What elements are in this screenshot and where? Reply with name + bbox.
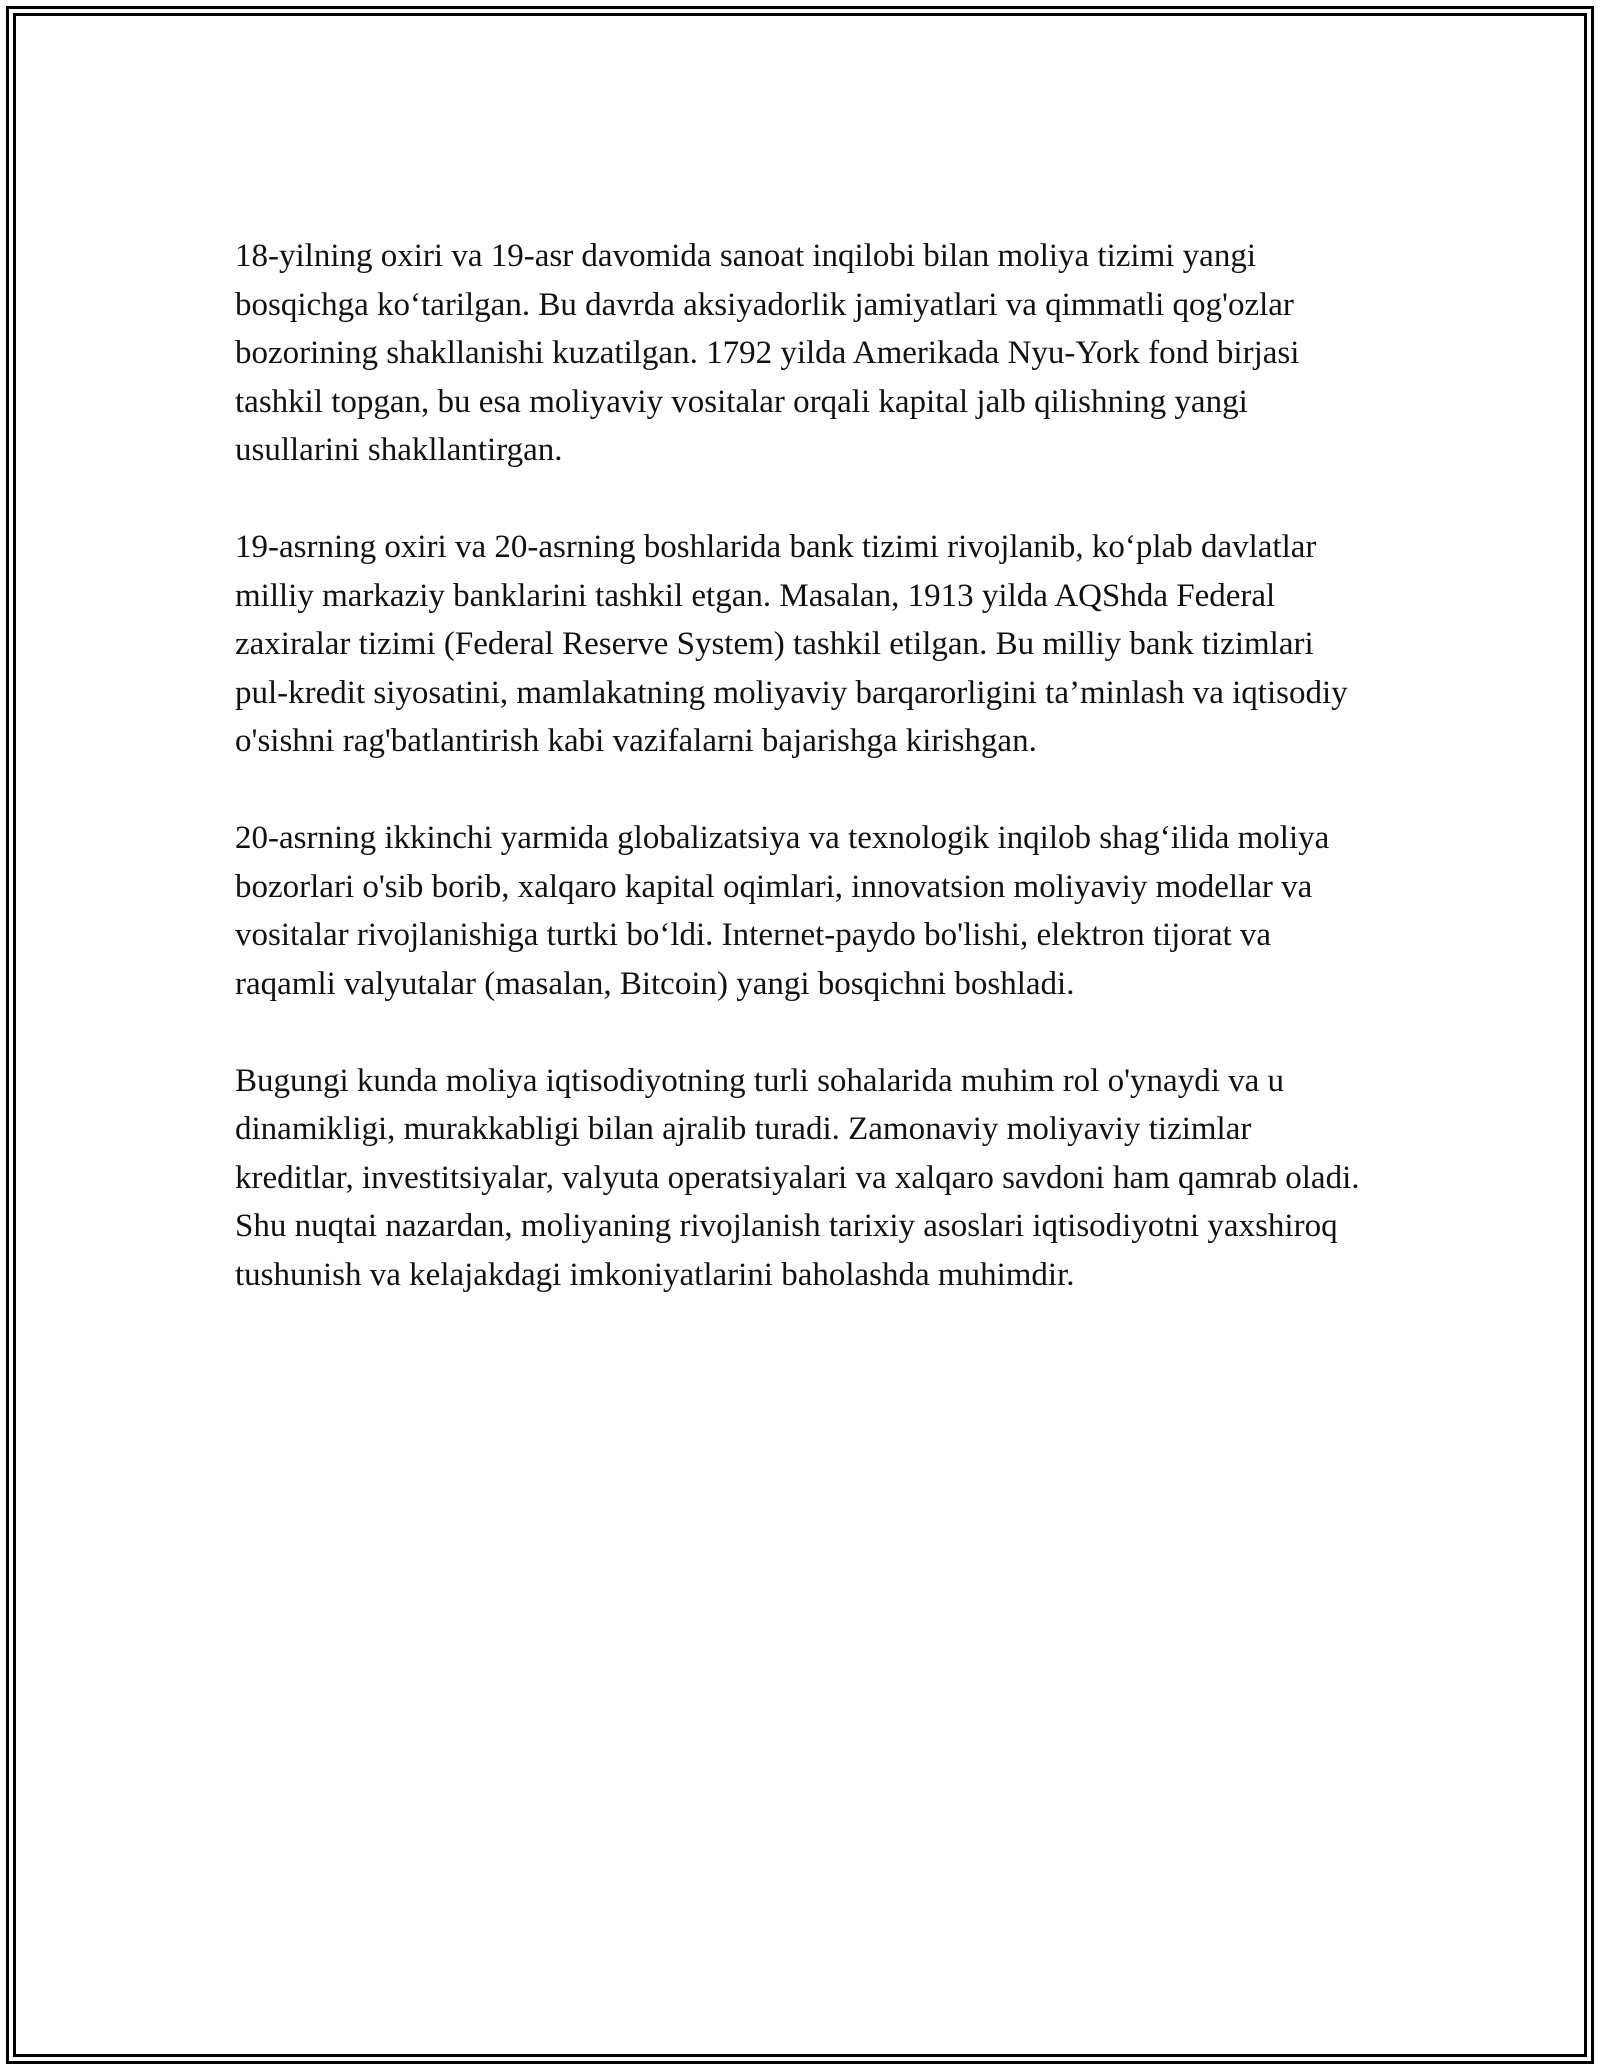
document-body [235,232,1365,1348]
paragraph-1: 18-yilning oxiri va 19-asr davomida sanoat inqilobi bilan moliya tizimi yangi bosqichga ko‘tarilgan. Bu davrda aksiyadorlik jamiyatlari va qimmatli qog'ozlar bozorining shakllanishi kuzatilgan. 1792 yilda Amerikada Nyu-York fond birjasi tashkil topgan, bu esa moliyaviy vositalar orqali kapital jalb qilishning yangi usullarini shakllantirgan. [235,238,1300,468]
paragraph-4: Bugungi kunda moliya iqtisodiyotning turli sohalarida muhim rol o'ynaydi va u dinamikligi, murakkabligi bilan ajralib turadi. Zamonaviy moliyaviy tizimlar kreditlar, investitsiyalar, valyuta operatsiyalari va xalqaro savdoni ham qamrab oladi. Shu nuqtai nazardan, moliyaning rivojlanish tarixiy asoslari iqtisodiyotni yaxshiroq tushunish va kelajakdagi imkoniyatlarini baholashda muhimdir. [235,1062,1360,1293]
paragraph-2: 19-asrning oxiri va 20-asrning boshlarida bank tizimi rivojlanib, ko‘plab davlatlar milliy markaziy banklarini tashkil etgan. Masalan, 1913 yilda AQShda Federal zaxiralar tizimi (Federal Reserve System) tashkil etilgan. Bu milliy bank tizimlari pul-kredit siyosatini, mamlakatning moliyaviy barqarorligini ta’minlash va iqtisodiy o'sishni rag'batlantirish kabi vazifalarni bajarishga kirishgan. [235,529,1348,759]
paragraph-3: 20-asrning ikkinchi yarmida globalizatsiya va texnologik inqilob shag‘ilida moliya bozorlari o'sib borib, xalqaro kapital oqimlari, innovatsion moliyaviy modellar va vositalar rivojlanishiga turtki bo‘ldi. Internet-paydo bo'lishi, elektron tijorat va raqamli valyutalar (masalan, Bitcoin) yangi bosqichni boshladi. [235,820,1330,1002]
